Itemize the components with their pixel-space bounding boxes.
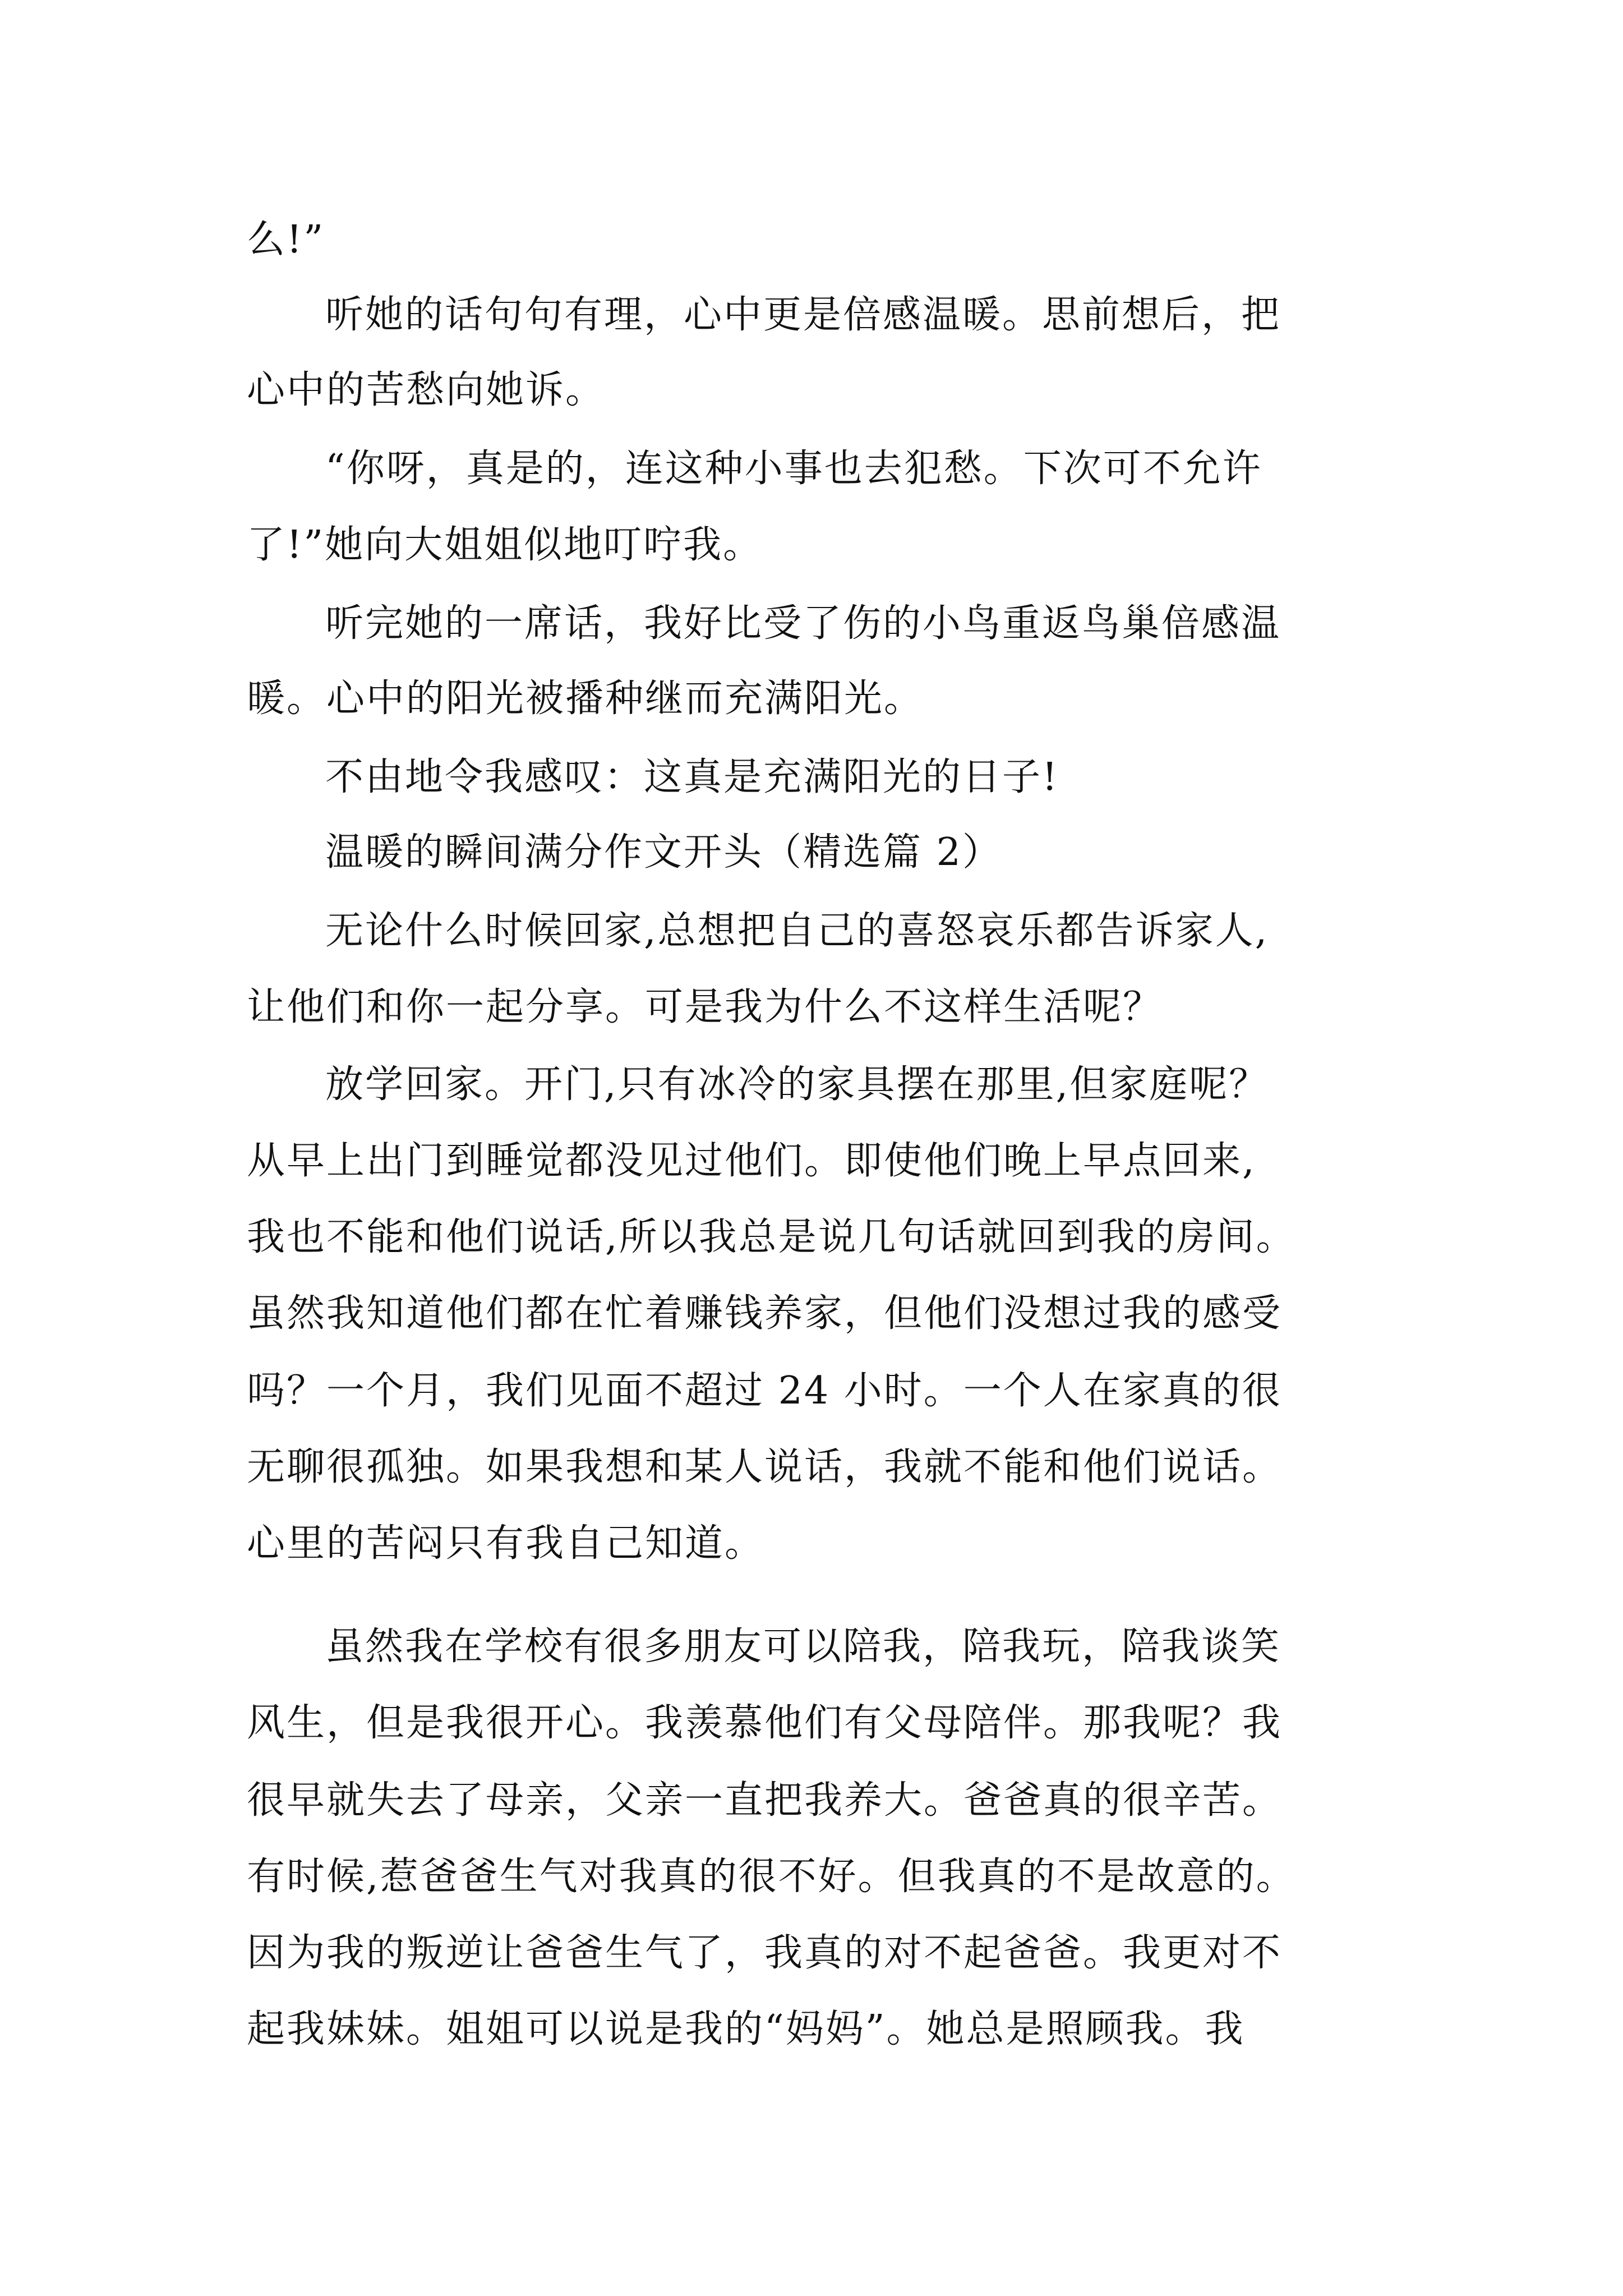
text-line: 很早就失去了母亲，父亲一直把我养大。爸爸真的很辛苦。 (247, 1778, 1283, 1823)
text-line: 吗？一个月，我们见面不超过 24 小时。一个人在家真的很 (247, 1369, 1282, 1413)
text-line: 从早上出门到睡觉都没见过他们。即使他们晚上早点回来, (247, 1139, 1256, 1183)
text-line: 不由地令我感叹：这真是充满阳光的日子! (325, 755, 1059, 799)
text-line: “你呀，真是的，连这种小事也去犯愁。下次可不允许 (325, 447, 1262, 491)
text-line: 我也不能和他们说话,所以我总是说几句话就回到我的房间。 (247, 1215, 1296, 1259)
text-line: 心里的苦闷只有我自己知道。 (247, 1521, 765, 1566)
text-line: 风生，但是我很开心。我羡慕他们有父母陪伴。那我呢？我 (247, 1701, 1283, 1745)
text-line: 心中的苦愁向她诉。 (247, 368, 606, 412)
text-line: 无论什么时候回家,总想把自己的喜怒哀乐都告诉家人, (325, 909, 1269, 953)
text-line: 虽然我在学校有很多朋友可以陪我，陪我玩，陪我谈笑 (325, 1625, 1281, 1669)
text-line: 听完她的一席话，我好比受了伤的小鸟重返鸟巢倍感温 (325, 601, 1281, 646)
text-line: 放学回家。开门,只有冰冷的家具摆在那里,但家庭呢？ (325, 1062, 1269, 1107)
text-line: 起我妹妹。姐姐可以说是我的“妈妈”。她总是照顾我。我 (247, 2007, 1245, 2051)
text-line: 听她的话句句有理，心中更是倍感温暖。思前想后，把 (325, 293, 1281, 337)
section-heading: 温暖的瞬间满分作文开头（精选篇 2） (325, 830, 1002, 875)
text-line: 了!”她向大姐姐似地叮咛我。 (247, 523, 763, 567)
text-line: 有时候,惹爸爸生气对我真的很不好。但我真的不是故意的。 (247, 1855, 1296, 1899)
text-line: 无聊很孤独。如果我想和某人说话，我就不能和他们说话。 (247, 1445, 1283, 1489)
text-line: 因为我的叛逆让爸爸生气了，我真的对不起爸爸。我更对不 (247, 1931, 1283, 1975)
text-line: 让他们和你一起分享。可是我为什么不这样生活呢？ (247, 985, 1163, 1029)
text-line: 虽然我知道他们都在忙着赚钱养家，但他们没想过我的感受 (247, 1291, 1283, 1336)
text-line: 么!” (247, 218, 325, 262)
text-line: 暖。心中的阳光被播种继而充满阳光。 (247, 677, 924, 721)
